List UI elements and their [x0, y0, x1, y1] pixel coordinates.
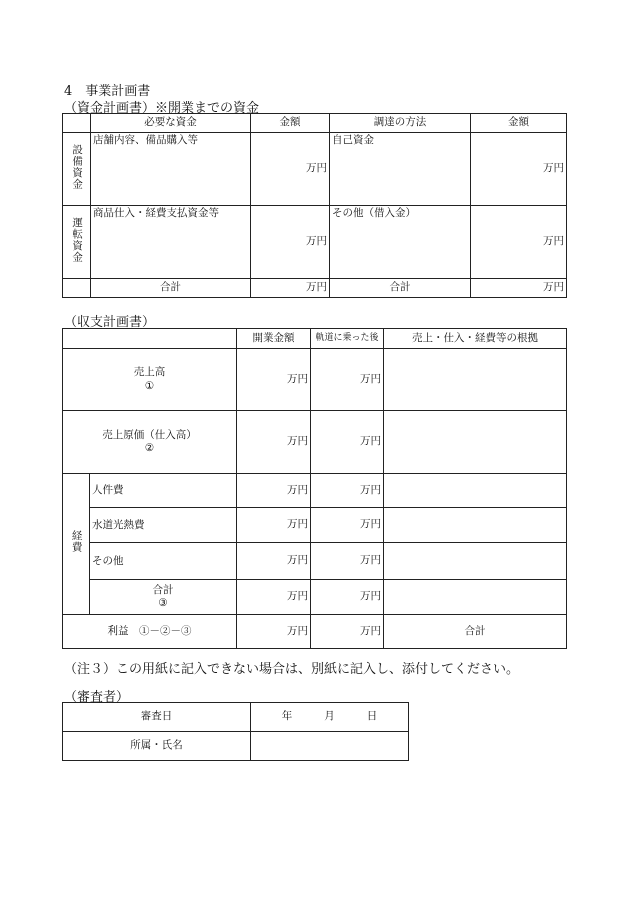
- equipment-amount-unit: 万円: [251, 133, 330, 206]
- funding-plan-table: [62, 113, 567, 298]
- funding-total-amount-unit-2: 万円: [471, 279, 567, 298]
- note-text: （注３）この用紙に記入できない場合は、別紙に記入し、添付してください。: [64, 662, 520, 677]
- operating-item: 商品仕入・経費支払資金等: [91, 206, 251, 279]
- other-funds-amount-unit: 万円: [471, 206, 567, 279]
- funding-total-amount-unit: 万円: [251, 279, 330, 298]
- personnel-on-track-unit: 万円: [311, 474, 384, 508]
- other-funds-label: その他（借入金）: [330, 206, 471, 279]
- other-opening-unit: 万円: [237, 543, 311, 580]
- sales-label: 売上高: [133, 366, 166, 379]
- cost-label: 売上原価（仕入高）: [102, 428, 197, 441]
- operating-funds-label: 運転資金: [71, 216, 84, 263]
- other-expenses-label: その他: [90, 543, 237, 580]
- funding-header-needed: 必要な資金: [91, 114, 251, 133]
- income-header-blank: [63, 329, 237, 349]
- income-plan-table: [62, 328, 567, 649]
- equipment-funds-label-cell: [63, 133, 91, 206]
- section-title: 4 事業計画書: [64, 84, 151, 99]
- sales-on-track-unit: 万円: [311, 349, 384, 411]
- other-basis: [384, 543, 567, 580]
- utilities-on-track-unit: 万円: [311, 508, 384, 543]
- funding-header-method: 調達の方法: [330, 114, 471, 133]
- funding-header-amount-2: 金額: [471, 114, 567, 133]
- income-header-opening: 開業金額: [237, 329, 311, 349]
- funding-header-amount: 金額: [251, 114, 330, 133]
- personnel-basis: [384, 474, 567, 508]
- expenses-subtotal-cell: [90, 580, 237, 615]
- cost-row-label: [63, 411, 237, 474]
- expenses-subtotal-mark: ③: [158, 597, 168, 609]
- funding-total-label: 合計: [91, 279, 251, 298]
- utilities-basis: [384, 508, 567, 543]
- subtotal-on-track-unit: 万円: [311, 580, 384, 615]
- cost-opening-unit: 万円: [237, 411, 311, 474]
- reviewer-title: （審査者）: [64, 690, 130, 705]
- expenses-label: 経費: [70, 530, 83, 554]
- review-date-label: 審査日: [63, 703, 251, 732]
- operating-amount-unit: 万円: [251, 206, 330, 279]
- review-month-label: 月: [324, 710, 335, 723]
- sales-opening-unit: 万円: [237, 349, 311, 411]
- utilities-opening-unit: 万円: [237, 508, 311, 543]
- review-day-label: 日: [366, 710, 378, 723]
- equipment-funds-label: 設備資金: [71, 143, 84, 190]
- cost-basis: [384, 411, 567, 474]
- expenses-label-cell: [63, 474, 90, 615]
- sales-basis: [384, 349, 567, 411]
- affiliation-name-field[interactable]: [251, 732, 409, 761]
- expenses-subtotal-label: 合計: [152, 583, 174, 596]
- equipment-item: 店舗内容、備品購入等: [91, 133, 251, 206]
- income-plan-title: （収支計画書）: [64, 315, 156, 330]
- cost-on-track-unit: 万円: [311, 411, 384, 474]
- funding-header-blank: [63, 114, 91, 133]
- self-funds-amount-unit: 万円: [471, 133, 567, 206]
- income-header-on-track: 軌道に乗った後: [311, 329, 384, 349]
- cost-mark: ②: [144, 442, 155, 454]
- operating-funds-label-cell: [63, 206, 91, 279]
- reviewer-table: [62, 702, 409, 761]
- personnel-label: 人件費: [90, 474, 237, 508]
- review-year-label: 年: [281, 710, 293, 723]
- funding-total-label-2: 合計: [330, 279, 471, 298]
- sales-mark: ①: [144, 379, 155, 392]
- utilities-label: 水道光熱費: [90, 508, 237, 543]
- funding-plan-title: （資金計画書）※開業までの資金: [64, 101, 260, 116]
- income-header-basis: 売上・仕入・経費等の根拠: [384, 329, 567, 349]
- profit-label: 利益 ①－②－③: [63, 615, 237, 649]
- subtotal-opening-unit: 万円: [237, 580, 311, 615]
- subtotal-basis: [384, 580, 567, 615]
- affiliation-name-label: 所属・氏名: [63, 732, 251, 761]
- personnel-opening-unit: 万円: [237, 474, 311, 508]
- sales-row-label: [63, 349, 237, 411]
- other-on-track-unit: 万円: [311, 543, 384, 580]
- profit-total-label: 合計: [384, 615, 567, 649]
- funding-total-blank: [63, 279, 91, 298]
- self-funds-label: 自己資金: [330, 133, 471, 206]
- profit-on-track-unit: 万円: [311, 615, 384, 649]
- profit-opening-unit: 万円: [237, 615, 311, 649]
- review-date-field[interactable]: [251, 703, 409, 732]
